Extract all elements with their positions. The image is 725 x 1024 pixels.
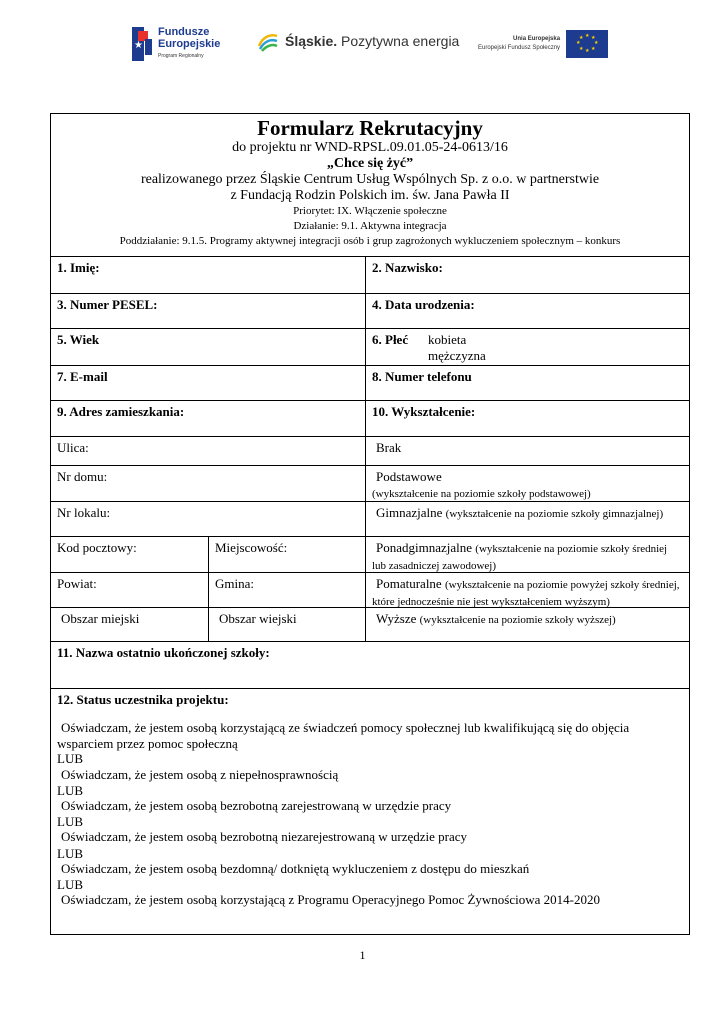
- project-number: do projektu nr WND-RPSL.09.01.05-24-0613/16: [232, 140, 508, 155]
- edu-ponadgimnazjalne-option[interactable]: Ponadgimnazjalne (wykształcenie na poziomie szkoły średniej lub zasadniczej zawodowej): [365, 537, 689, 572]
- fundusze-mark-icon: ★: [132, 27, 152, 61]
- plec-kobieta-option[interactable]: kobieta: [428, 332, 467, 347]
- lub-separator: LUB: [57, 877, 83, 893]
- field-gmina[interactable]: Gmina:: [208, 573, 365, 607]
- project-name: „Chce się żyć”: [326, 156, 414, 171]
- field-imie[interactable]: 1. Imię:: [57, 260, 100, 275]
- plec-mezczyzna-option[interactable]: mężczyzna: [428, 348, 486, 363]
- slaskie-logo: [257, 30, 459, 52]
- edu-podstawowe-option[interactable]: Podstawowe (wykształcenie na poziomie szkoły podstawowej): [365, 466, 689, 501]
- header-logos: [0, 0, 725, 100]
- plec-label: 6. Płeć: [372, 332, 409, 347]
- field-ulica[interactable]: Ulica:: [57, 440, 89, 455]
- row-pesel: [51, 293, 689, 328]
- field-adres: 9. Adres zamieszkania:: [57, 404, 185, 419]
- row-ulica: [51, 436, 689, 465]
- lub-separator: LUB: [57, 814, 83, 830]
- lub-separator: LUB: [57, 751, 83, 767]
- row-address-header: [51, 400, 689, 436]
- row-contact: [51, 365, 689, 400]
- row-age-sex: [51, 328, 689, 365]
- field-nr-lokalu[interactable]: Nr lokalu:: [57, 505, 111, 520]
- fundusze-europejskie-logo: [132, 26, 220, 62]
- slaskie-tagline: Pozytywna energia: [341, 33, 460, 49]
- row-nr-lokalu: [51, 501, 689, 536]
- ue-line2: Europejski Fundusz Społeczny: [478, 45, 561, 51]
- fe-line3: Program Regionalny: [158, 53, 204, 59]
- status-option-6[interactable]: Oświadczam, że jestem osobą korzystającą z Programu Operacyjnego Pomoc Żywnościowa 2014-2020: [61, 892, 600, 908]
- status-section: [51, 689, 689, 934]
- status-option-1[interactable]: Oświadczam, że jestem osobą korzystającą ze świadczeń pomocy społecznej lub kwalifikującą się do objęcia wsparciem przez pomoc społeczną: [57, 720, 630, 752]
- page-number: 1: [359, 948, 366, 962]
- field-wyksztalcenie: 10. Wykształcenie:: [365, 401, 689, 436]
- field-szkola[interactable]: 11. Nazwa ostatnio ukończonej szkoły:: [57, 645, 270, 660]
- priority: Priorytet: IX. Włączenie społeczne: [293, 205, 447, 217]
- edu-pomaturalne-option[interactable]: Pomaturalne (wykształcenie na poziomie powyżej szkoły średniej, które jednocześnie nie jest wykształceniem wyższym): [365, 573, 689, 607]
- field-nazwisko[interactable]: 2. Nazwisko:: [365, 257, 689, 293]
- field-email[interactable]: 7. E-mail: [57, 369, 108, 384]
- lub-separator: LUB: [57, 845, 83, 861]
- slaskie-swirl-icon: [257, 30, 279, 52]
- form-frame: [50, 113, 690, 935]
- status-title: 12. Status uczestnika projektu:: [57, 692, 229, 707]
- field-kod-pocztowy[interactable]: Kod pocztowy:: [57, 540, 137, 555]
- row-powiat: [51, 572, 689, 607]
- field-powiat[interactable]: Powiat:: [57, 576, 97, 591]
- row-kod: [51, 536, 689, 572]
- status-option-2[interactable]: Oświadczam, że jestem osobą z niepełnosprawnością: [61, 766, 339, 782]
- edu-gimnazjalne-option[interactable]: Gimnazjalne (wykształcenie na poziomie szkoły gimnazjalnej): [365, 502, 689, 536]
- row-name: [51, 256, 689, 293]
- lub-separator: LUB: [57, 782, 83, 798]
- field-pesel[interactable]: 3. Numer PESEL:: [57, 297, 158, 312]
- eu-flag-icon: ★ ★ ★ ★ ★ ★ ★ ★: [566, 30, 608, 58]
- field-wiek[interactable]: 5. Wiek: [57, 332, 100, 347]
- action: Działanie: 9.1. Aktywna integracja: [293, 220, 447, 232]
- fe-line1: Fundusze: [158, 26, 210, 38]
- unia-europejska-logo: [478, 30, 608, 58]
- realized-by: realizowanego przez Śląskie Centrum Usług Wspólnych Sp. z o.o. w partnerstwie: [140, 172, 600, 187]
- edu-brak-option[interactable]: Brak: [365, 437, 689, 465]
- fe-line2: Europejskie: [158, 38, 221, 50]
- obszar-miejski-option[interactable]: Obszar miejski: [61, 611, 140, 626]
- field-data-urodzenia[interactable]: 4. Data urodzenia:: [365, 294, 689, 328]
- edu-wyzsze-option[interactable]: Wyższe (wykształcenie na poziomie szkoły wyższej): [365, 608, 689, 641]
- field-telefon[interactable]: 8. Numer telefonu: [365, 366, 689, 400]
- field-nr-domu[interactable]: Nr domu:: [57, 469, 108, 484]
- field-plec: [365, 329, 689, 365]
- partner: z Fundacją Rodzin Polskich im. św. Jana Pawła II: [230, 188, 510, 203]
- slaskie-brand: Śląskie.: [285, 33, 338, 49]
- obszar-wiejski-option[interactable]: Obszar wiejski: [208, 608, 365, 641]
- row-szkola: [51, 641, 689, 688]
- subaction: Poddziałanie: 9.1.5. Programy aktywnej integracji osób i grup zagrożonych wykluczeniem społecznym – konkurs: [119, 235, 621, 247]
- form-title: Formularz Rekrutacyjny: [257, 116, 483, 140]
- form-header: [51, 114, 689, 249]
- ue-line1: Unia Europejska: [513, 36, 561, 42]
- status-option-4[interactable]: Oświadczam, że jestem osobą bezrobotną niezarejestrowaną w urzędzie pracy: [61, 829, 468, 845]
- field-miejscowosc[interactable]: Miejscowość:: [208, 537, 365, 572]
- row-status: [51, 688, 689, 934]
- row-nr-domu: [51, 465, 689, 501]
- status-option-3[interactable]: Oświadczam, że jestem osobą bezrobotną zarejestrowaną w urzędzie pracy: [61, 798, 452, 814]
- status-option-5[interactable]: Oświadczam, że jestem osobą bezdomną/ dotkniętą wykluczeniem z dostępu do mieszkań: [61, 860, 530, 876]
- row-obszar: [51, 607, 689, 641]
